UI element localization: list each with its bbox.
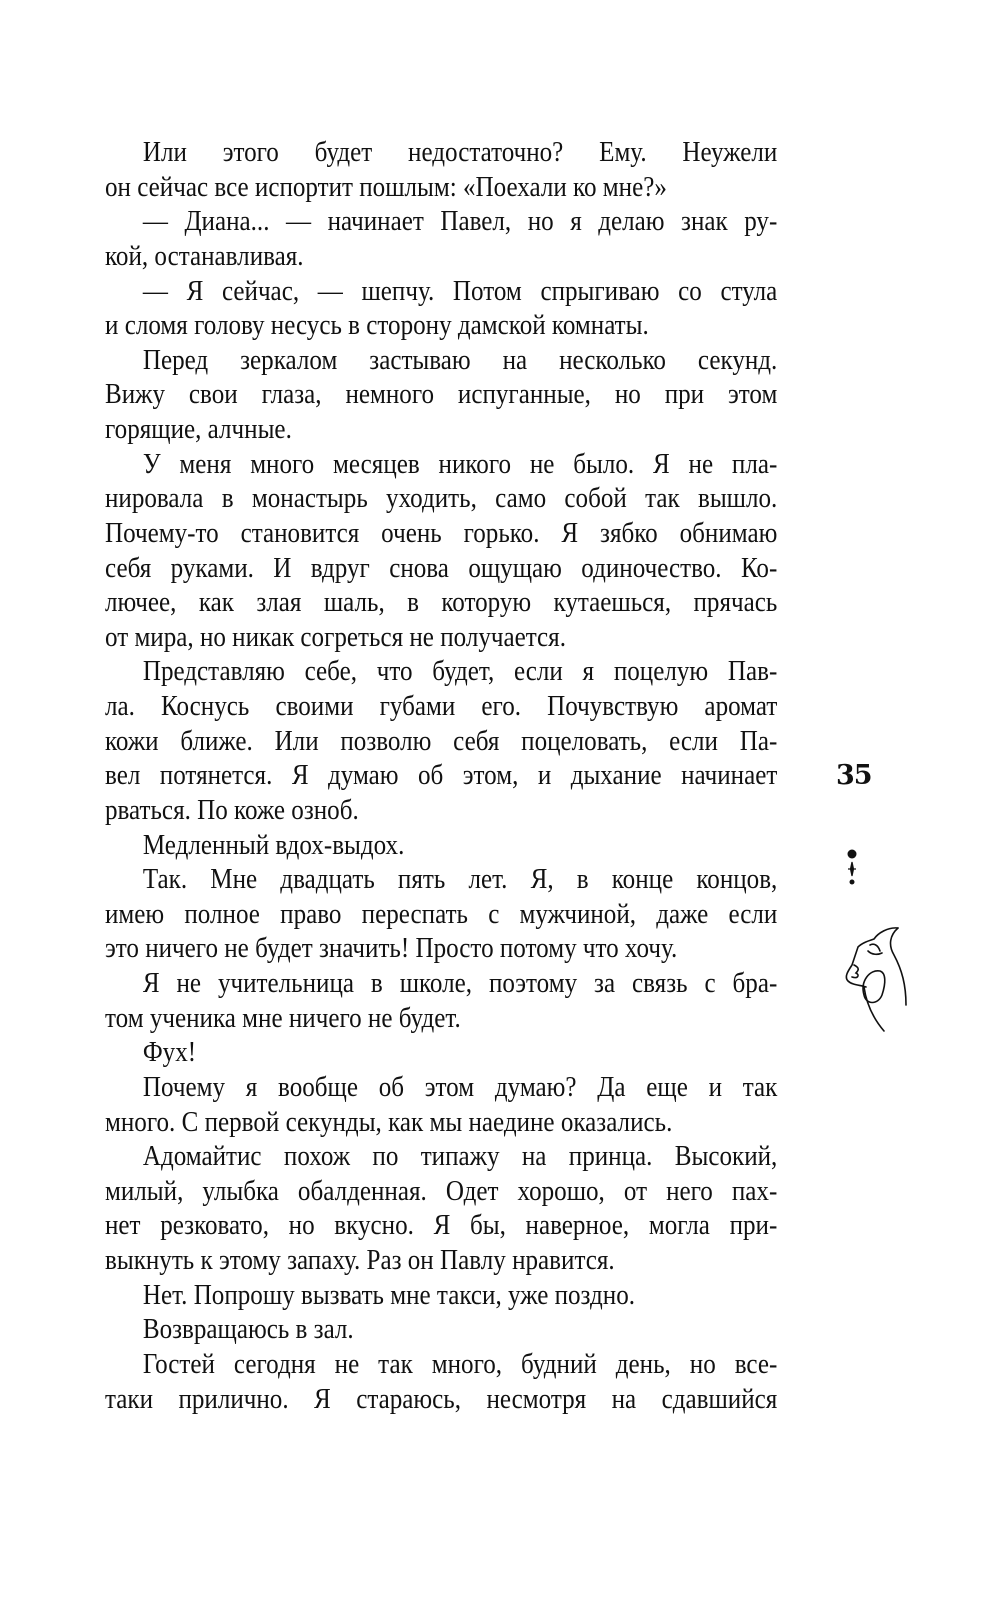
text-line: Вижу свои глаза, немного испуганные, но при этом [105, 379, 778, 411]
text-line: — Я сейчас, — шепчу. Потом спрыгиваю со стула [142, 275, 778, 307]
text-line: Так. Мне двадцать пять лет. Я, в конце концов, [142, 864, 778, 896]
text-line: горящие, алчные. [105, 414, 292, 445]
text-line: и сломя голову несусь в сторону дамской комнаты. [105, 310, 649, 342]
text-line: милый, улыбка обалденная. Одет хорошо, от него пах- [105, 1175, 778, 1207]
text-line: Фух! [142, 1037, 197, 1069]
body-text [105, 136, 777, 1417]
text-line: Адомайтис похож по типажу на принца. Высокий, [142, 1141, 778, 1173]
text-line: том ученика мне ничего не будет. [105, 1002, 461, 1034]
text-line: нировала в монастырь уходить, само собой так вышло. [105, 483, 778, 515]
text-line: кожи ближе. Или позволю себя поцеловать, если Па- [105, 725, 778, 757]
text-line: Возвращаюсь в зал. [142, 1314, 354, 1346]
text-line: Или этого будет недостаточно? Ему. Неужели [142, 137, 778, 168]
text-line: вел потянется. Я думаю об этом, и дыхание начинает [105, 760, 778, 792]
text-line: таки прилично. Я стараюсь, несмотря на сдавшийся [105, 1383, 778, 1415]
text-line: Гостей сегодня не так много, будний день, но все- [142, 1348, 778, 1380]
text-line: Представляю себе, что будет, если я поцелую Пав- [142, 656, 778, 688]
face-line-drawing-icon [840, 925, 930, 1035]
ornament-icon [840, 848, 864, 898]
text-line: кой, останавливая. [105, 240, 304, 272]
text-line: имею полное право переспать с мужчиной, даже если [105, 898, 778, 930]
text-line: лючее, как злая шаль, в которую кутаешься, прячась [105, 587, 778, 619]
text-line: он сейчас все испортит пошлым: «Поехали ко мне?» [105, 171, 667, 203]
text-line: себя руками. И вдруг снова ощущаю одиночество. Ко- [105, 552, 778, 584]
text-line: от мира, но никак согреться не получается. [105, 621, 566, 653]
text-line: Почему я вообще об этом думаю? Да еще и так [142, 1071, 778, 1103]
text-line: Перед зеркалом застываю на несколько секунд. [142, 344, 778, 376]
text-line: нет резковато, но вкусно. Я бы, наверное, могла при- [105, 1210, 778, 1242]
text-line: это ничего не будет значить! Просто потому что хочу. [105, 933, 678, 965]
text-line: — Диана... — начинает Павел, но я делаю знак ру- [142, 206, 778, 238]
text-line: Медленный вдох-выдох. [142, 829, 405, 861]
text-line: много. С первой секунды, как мы наедине оказались. [105, 1106, 673, 1138]
text-line: рваться. По коже озноб. [105, 794, 359, 826]
text-line: Нет. Попрошу вызвать мне такси, уже поздно. [142, 1279, 636, 1311]
page-number: 35 [836, 760, 872, 791]
text-line: ла. Коснусь своими губами его. Почувствую аромат [105, 691, 778, 722]
text-line: Почему-то становится очень горько. Я зябко обнимаю [105, 517, 778, 549]
text-line: У меня много месяцев никого не было. Я не пла- [142, 448, 778, 480]
text-line: выкнуть к этому запаху. Раз он Павлу нравится. [105, 1245, 615, 1276]
text-line: Я не учительница в школе, поэтому за связь с бра- [142, 968, 778, 999]
